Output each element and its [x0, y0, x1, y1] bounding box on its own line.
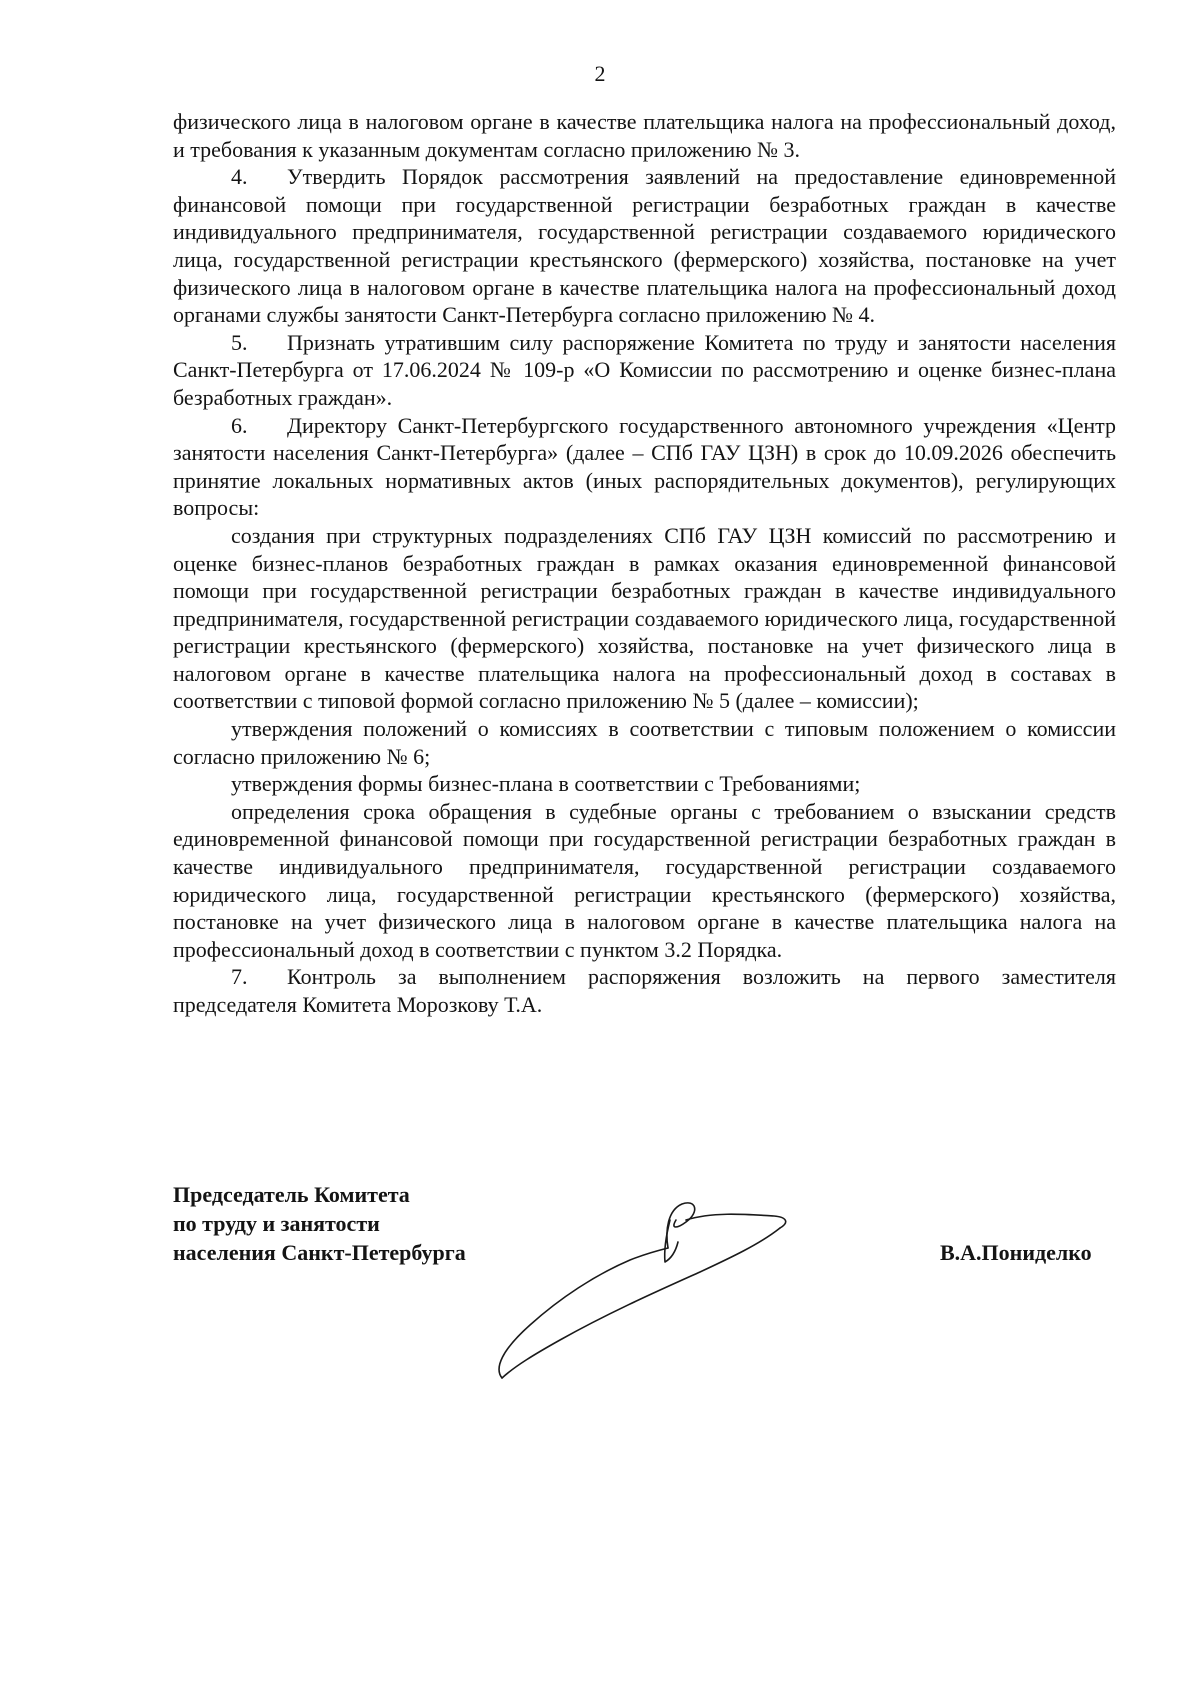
- paragraph-subitem: утверждения положений о комиссиях в соответствии с типовым положением о комиссии согласно приложению № 6;: [173, 716, 1116, 769]
- paragraph-item-6: 6. Директору Санкт-Петербургского государственного автономного учреждения «Центр занятости населения Санкт-Петербурга» (далее – СПб ГАУ ЦЗН) в срок до 10.09.2026 обеспечить принятие локальных нормативных актов (иных распорядительных документов), регулирующих вопросы:: [173, 412, 1116, 521]
- paragraph-subitem: определения срока обращения в судебные органы с требованием о взыскании средств единовременной финансовой помощи при государственной регистрации безработных граждан в качестве индивидуального предпринимателя, государственной регистрации создаваемого юридического лица, государственной регистрации крестьянского (фермерского) хозяйства, постановке на учет физического лица в налоговом органе в качестве плательщика налога на профессиональный доход в соответствии с пунктом 3.2 Порядка.: [173, 798, 1116, 962]
- handwritten-signature: [490, 1200, 810, 1385]
- signatory-title: [173, 1180, 466, 1267]
- signatory-name: В.А.Пониделко: [940, 1240, 1092, 1265]
- paragraph-item-5: 5. Признать утратившим силу распоряжение Комитета по труду и занятости населения Санкт-Петербурга от 17.06.2024 № 109-р «О Комиссии по рассмотрению и оценке бизнес-плана безработных граждан».: [173, 329, 1116, 410]
- paragraph-number: 4.: [231, 164, 248, 190]
- paragraph-subitem: создания при структурных подразделениях СПб ГАУ ЦЗН комиссий по рассмотрению и оценке бизнес-планов безработных граждан в рамках оказания единовременной финансовой помощи при государственной регистрации безработных граждан в качестве индивидуального предпринимателя, государственной регистрации создаваемого юридического лица, государственной регистрации крестьянского (фермерского) хозяйства, постановке на учет физического лица в налоговом органе в качестве плательщика налога на профессиональный доход в составах в соответствии с типовой формой согласно приложению № 5 (далее – комиссии);: [173, 522, 1116, 714]
- paragraph-number: 5.: [231, 329, 248, 355]
- paragraph-number: 6.: [231, 412, 248, 438]
- signatory-title-line: по труду и занятости: [173, 1211, 380, 1236]
- paragraph-subitem: утверждения формы бизнес-плана в соответствии с Требованиями;: [231, 771, 861, 797]
- signatory-title-line: Председатель Комитета: [173, 1182, 410, 1207]
- paragraph-item-4: 4. Утвердить Порядок рассмотрения заявлений на предоставление единовременной финансовой помощи при государственной регистрации безработных граждан в качестве индивидуального предпринимателя, государственной регистрации создаваемого юридического лица, государственной регистрации крестьянского (фермерского) хозяйства, постановке на учет физического лица в налоговом органе в качестве плательщика налога на профессиональный доход органами службы занятости Санкт-Петербурга согласно приложению № 4.: [173, 164, 1116, 328]
- paragraph-item-7: 7. Контроль за выполнением распоряжения возложить на первого заместителя председателя Комитета Морозкову Т.А.: [173, 964, 1116, 1017]
- document-body: [173, 108, 1116, 1019]
- paragraph-continuation: физического лица в налоговом органе в качестве плательщика налога на профессиональный доход, и требования к указанным документам согласно приложению № 3.: [173, 109, 1116, 162]
- paragraph-number: 7.: [231, 964, 248, 990]
- page-number: 2: [594, 61, 606, 86]
- signatory-title-line: населения Санкт-Петербурга: [173, 1240, 466, 1265]
